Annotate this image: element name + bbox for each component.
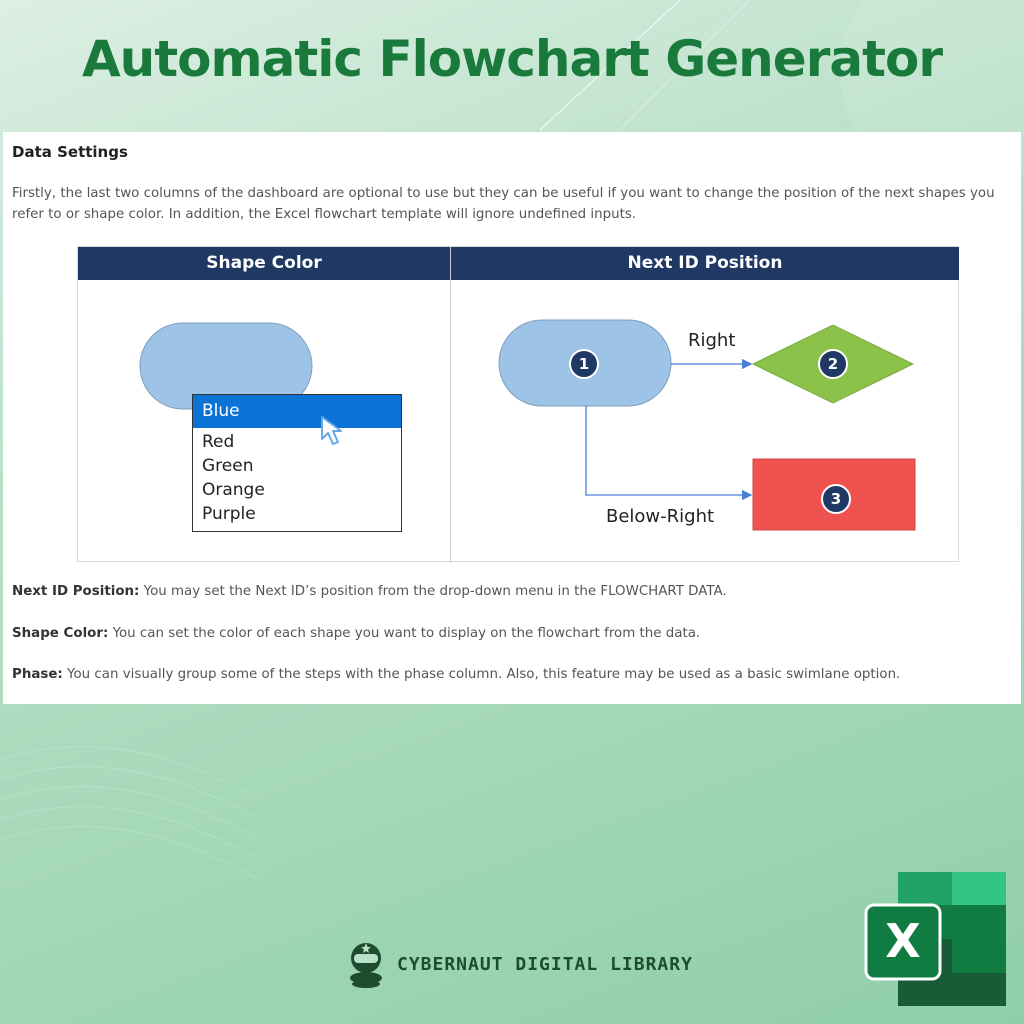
dropdown-option-purple[interactable]: Purple: [202, 504, 256, 524]
page-title: Automatic Flowchart Generator: [81, 30, 942, 88]
astronaut-logo-icon: [345, 940, 387, 988]
label-right: Right: [688, 330, 736, 351]
badge-2: 2: [818, 349, 848, 379]
paragraph-next-id-position: [12, 584, 727, 599]
shape-color-header: Shape Color: [78, 247, 450, 280]
term-phase: Phase:: [12, 667, 63, 682]
paragraph-phase: [12, 667, 900, 682]
term-shape-color: Shape Color:: [12, 626, 109, 641]
badge-1: 1: [569, 349, 599, 379]
text-phase: You can visually group some of the steps with the phase column. Also, this feature may be used as a basic swimlane option.: [62, 667, 901, 682]
arrow-below-right: [586, 406, 751, 495]
brand-name: CYBERNAUT DIGITAL LIBRARY: [397, 953, 693, 975]
example-figure: [77, 246, 959, 562]
section-heading: Data Settings: [12, 143, 128, 161]
next-id-position-header: Next ID Position: [451, 247, 959, 280]
dropdown-option-orange[interactable]: Orange: [202, 480, 265, 500]
badge-3: 3: [821, 484, 851, 514]
paragraph-shape-color: [12, 626, 700, 641]
term-next-id-position: Next ID Position:: [12, 584, 140, 599]
brand-footer: [345, 940, 693, 988]
dropdown-option-green[interactable]: Green: [202, 456, 254, 476]
excel-letter: X: [885, 914, 921, 968]
dropdown-option-red[interactable]: Red: [202, 432, 235, 452]
label-below-right: Below-Right: [606, 506, 715, 527]
cursor-icon: [318, 413, 358, 453]
text-next-id-position: You may set the Next ID’s position from the drop-down menu in the FLOWCHART DATA.: [139, 584, 727, 599]
color-dropdown[interactable]: [192, 394, 402, 532]
dropdown-option-blue[interactable]: Blue: [193, 395, 401, 428]
text-shape-color: You can set the color of each shape you want to display on the flowchart from the data.: [108, 626, 701, 641]
content-panel: [3, 132, 1021, 704]
excel-logo-icon: [862, 872, 1010, 1010]
intro-paragraph: Firstly, the last two columns of the dashboard are optional to use but they can be useful if you want to change the position of the next shapes you refer to or shape color. In addition, the Excel flowchart template will ignore undefined inputs.: [12, 186, 995, 222]
